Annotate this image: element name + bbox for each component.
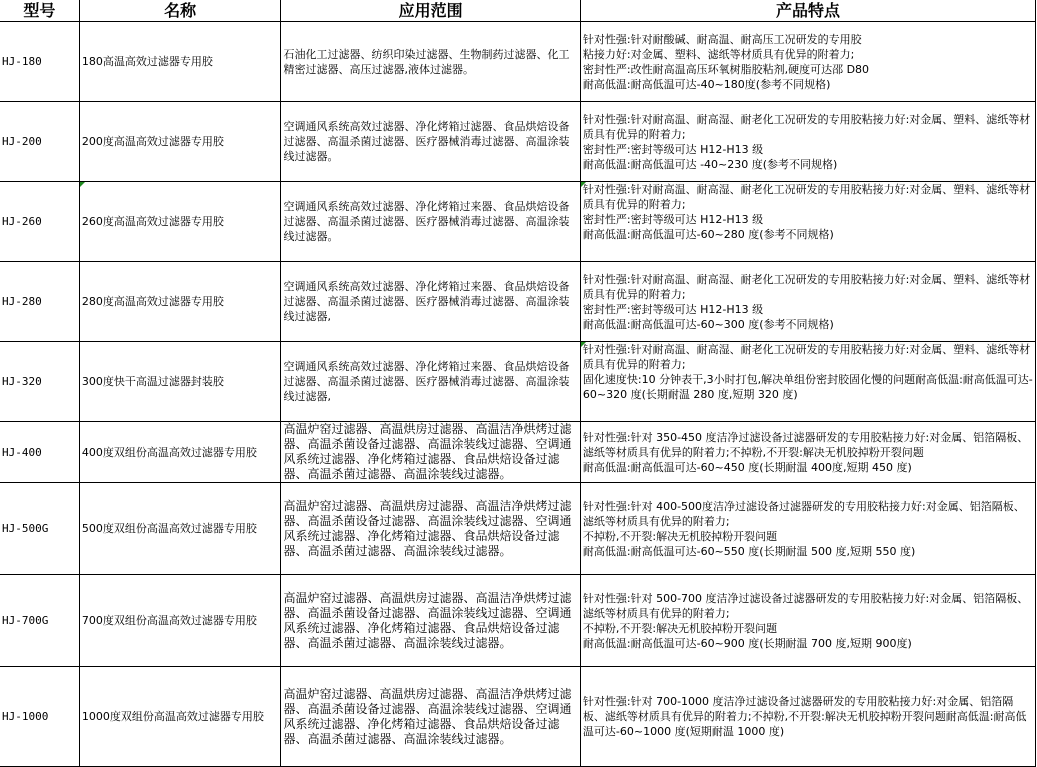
feature-line: 耐高低温:耐高低温可达-60~300 度(参考不同规格) [582,317,834,331]
header-name[interactable]: 名称 [79,0,281,22]
cell-model[interactable]: HJ-260 [0,182,79,262]
cell-features[interactable] [580,102,1035,182]
cell-name[interactable]: 700度双组份高温高效过滤器专用胶 [79,575,281,667]
feature-line: 耐高低温:耐高低温可达-60~450 度(长期耐温 400度,短期 450 度) [582,460,912,474]
header-application[interactable]: 应用范围 [281,0,580,22]
feature-line: 密封性严:改性耐高温高压环氧树脂胶粘剂,硬度可达邵 D80 [582,62,870,76]
cell-application[interactable]: 高温炉窑过滤器、高温烘房过滤器、高温洁净烘烤过滤器、高温杀菌设备过滤器、高温涂装线过滤器、空调通风系统过滤器、净化烤箱过滤器、食品烘焙设备过滤器、高温杀菌过滤器、高温涂装线过滤器。 [281,422,580,483]
feature-line: 针对性强:针对耐高温、耐高湿、耐老化工况研发的专用胶粘接力好:对金属、塑料、滤纸等材质具有优异的附着力; [582,183,1031,211]
table-row [0,575,1036,667]
cell-model[interactable]: HJ-320 [0,342,79,422]
cell-model[interactable]: HJ-400 [0,422,79,483]
cell-name[interactable]: 200度高温高效过滤器专用胶 [79,102,281,182]
header-features[interactable]: 产品特点 [580,0,1035,22]
cell-name[interactable]: 1000度双组份高温高效过滤器专用胶 [79,667,281,767]
cell-features[interactable] [580,483,1035,575]
cell-application[interactable]: 高温炉窑过滤器、高温烘房过滤器、高温洁净烘烤过滤器、高温杀菌设备过滤器、高温涂装线过滤器、空调通风系统过滤器、净化烤箱过滤器、食品烘焙设备过滤器、高温杀菌过滤器、高温涂装线过滤器。 [281,483,580,575]
feature-line: 针对性强:针对耐酸碱、耐高温、耐高压工况研发的专用胶 [582,32,862,46]
feature-line: 针对性强:针对 700-1000 度洁净过滤设备过滤器研发的专用胶粘接力好:对金属、铝箔隔板、滤纸等材质具有优异的附着力;不掉粉,不开裂:解决无机胶掉粉开裂问题耐高低温:耐高低温可达-60~1000 度(短期耐温 1000 度) [582,695,1027,738]
header-row [0,0,1036,22]
cell-name[interactable]: 300度快干高温过滤器封装胶 [79,342,281,422]
cell-features[interactable] [580,182,1035,262]
cell-name[interactable]: 500度双组份高温高效过滤器专用胶 [79,483,281,575]
feature-line: 针对性强:针对 500-700 度洁净过滤设备过滤器研发的专用胶粘接力好:对金属、铝箔隔板、滤纸等材质具有优异的附着力; [582,591,1029,620]
feature-line: 针对性强:针对耐高温、耐高湿、耐老化工况研发的专用胶粘接力好:对金属、塑料、滤纸等材质具有优异的附着力; [582,272,1031,301]
table-row [0,102,1036,182]
cell-application[interactable]: 石油化工过滤器、纺织印染过滤器、生物制药过滤器、化工精密过滤器、高压过滤器,液体过滤器。 [281,22,580,102]
header-model[interactable]: 型号 [0,0,79,22]
feature-line: 针对性强:针对耐高温、耐高湿、耐老化工况研发的专用胶粘接力好:对金属、塑料、滤纸等材质具有优异的附着力; [582,112,1031,141]
feature-line: 耐高低温:耐高低温可达 -40~230 度(参考不同规格) [582,157,838,171]
feature-line: 密封性严:密封等级可达 H12-H13 级 [582,142,764,156]
cell-model[interactable]: HJ-500G [0,483,79,575]
feature-line: 不掉粉,不开裂:解决无机胶掉粉开裂问题 [582,529,778,543]
cell-model[interactable]: HJ-280 [0,262,79,342]
cell-application[interactable]: 空调通风系统高效过滤器、净化烤箱过来器、食品烘焙设备过滤器、高温杀菌过滤器、医疗器械消毒过滤器、高温涂装线过滤器。 [281,182,580,262]
cell-application[interactable]: 空调通风系统高效过滤器、净化烤箱过滤器、食品烘焙设备过滤器、高温杀菌过滤器、医疗器械消毒过滤器、高温涂装线过滤器。 [281,102,580,182]
cell-name[interactable]: 400度双组份高温高效过滤器专用胶 [79,422,281,483]
feature-line: 耐高低温:耐高低温可达-40~180度(参考不同规格) [582,77,831,91]
feature-line: 针对性强:针对耐高温、耐高湿、耐老化工况研发的专用胶粘接力好:对金属、塑料、滤纸等材质具有优异的附着力; [582,343,1031,371]
cell-application[interactable]: 空调通风系统高效过滤器、净化烤箱过来器、食品烘焙设备过滤器、高温杀菌过滤器、医疗器械消毒过滤器、高温涂装线过滤器, [281,342,580,422]
table-row [0,262,1036,342]
cell-application[interactable]: 高温炉窑过滤器、高温烘房过滤器、高温洁净烘烤过滤器、高温杀菌设备过滤器、高温涂装线过滤器、空调通风系统过滤器、净化烤箱过滤器、食品烘焙设备过滤器、高温杀菌过滤器、高温涂装线过滤器。 [281,575,580,667]
table-row [0,422,1036,483]
table-row [0,667,1036,767]
cell-features[interactable] [580,575,1035,667]
table-row [0,483,1036,575]
cell-features[interactable] [580,262,1035,342]
cell-features[interactable] [580,342,1035,422]
cell-name[interactable]: 180高温高效过滤器专用胶 [79,22,281,102]
feature-line: 耐高低温:耐高低温可达-60~900 度(长期耐温 700 度,短期 900度) [582,636,912,650]
cell-model[interactable]: HJ-180 [0,22,79,102]
feature-line: 粘接力好:对金属、塑料、滤纸等材质具有优异的附着力; [582,47,855,61]
table-row [0,342,1036,422]
cell-model[interactable]: HJ-200 [0,102,79,182]
feature-line: 密封性严:密封等级可达 H12-H13 级 [582,213,764,226]
feature-line: 耐高低温:耐高低温可达-60~550 度(长期耐温 500 度,短期 550 度) [582,544,916,558]
cell-features[interactable] [580,22,1035,102]
table-row [0,182,1036,262]
feature-line: 不掉粉,不开裂:解决无机胶掉粉开裂问题 [582,621,778,635]
cell-application[interactable]: 空调通风系统高效过滤器、净化烤箱过来器、食品烘焙设备过滤器、高温杀菌过滤器、医疗器械消毒过滤器、高温涂装线过滤器, [281,262,580,342]
feature-line: 针对性强:针对 400-500度洁净过滤设备过滤器研发的专用胶粘接力好:对金属、铝箔隔板、滤纸等材质具有优异的附着力; [582,499,1025,528]
cell-features[interactable] [580,422,1035,483]
cell-name[interactable]: 280度高温高效过滤器专用胶 [79,262,281,342]
feature-line: 针对性强:针对 350-450 度洁净过滤设备过滤器研发的专用胶粘接力好:对金属、铝箔隔板、滤纸等材质具有优异的附着力;不掉粉,不开裂:解决无机胶掉粉开裂问题 [582,430,1029,459]
cell-name[interactable]: 260度高温高效过滤器专用胶 [79,182,281,262]
feature-line: 耐高低温:耐高低温可达-60~280 度(参考不同规格) [582,228,834,241]
feature-line: 固化速度快:10 分钟表干,3小时打包,解决单组份密封胶固化慢的问题耐高低温:耐高低温可达-60~320 度(长期耐温 280 度,短期 320 度) [582,373,1033,401]
cell-application[interactable]: 高温炉窑过滤器、高温烘房过滤器、高温洁净烘烤过滤器、高温杀菌设备过滤器、高温涂装线过滤器、空调通风系统过滤器、净化烤箱过滤器、食品烘焙设备过滤器、高温杀菌过滤器、高温涂装线过滤器。 [281,667,580,767]
cell-model[interactable]: HJ-700G [0,575,79,667]
cell-model[interactable]: HJ-1000 [0,667,79,767]
cell-features[interactable] [580,667,1035,767]
table-row [0,22,1036,102]
feature-line: 密封性严:密封等级可达 H12-H13 级 [582,302,764,316]
